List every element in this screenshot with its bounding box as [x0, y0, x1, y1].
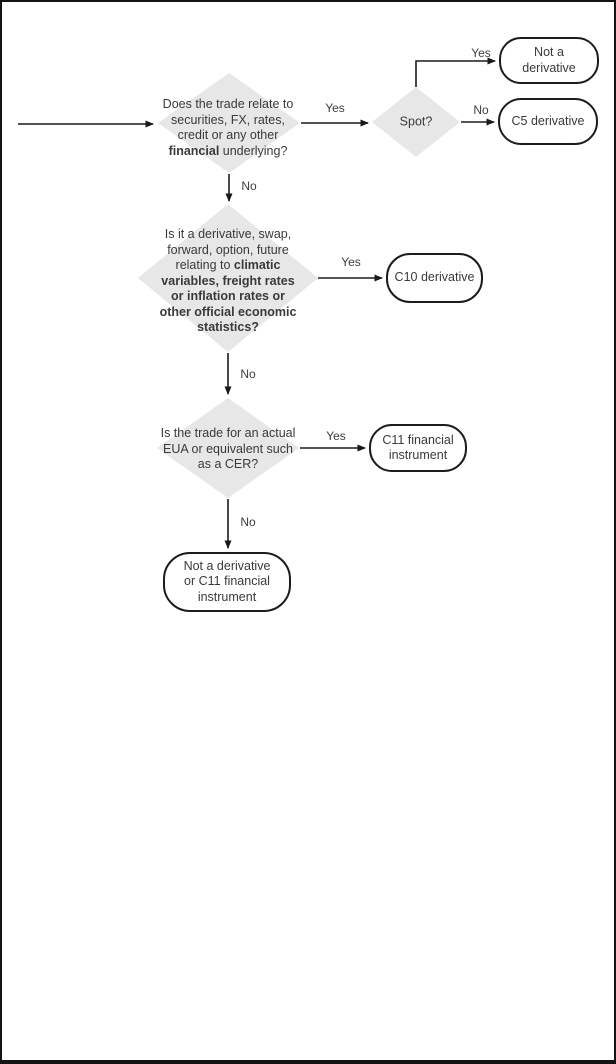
decision-text-spot — [400, 114, 433, 130]
node-text-line — [138, 144, 318, 160]
terminal-box-not-derivative-or-c11 — [163, 552, 291, 612]
edge-label-no-financial-to-climatic: No — [241, 179, 257, 193]
node-text-line: Not a — [534, 45, 564, 59]
node-text-line: derivative — [522, 60, 576, 75]
node-text-line: or inflation rates or — [171, 288, 285, 303]
node-text-line: other official economic — [159, 304, 297, 319]
decision-text-climatic-variables — [128, 227, 328, 336]
terminal-box-c10-derivative — [386, 253, 483, 303]
node-text-line: as a CER? — [197, 456, 259, 471]
terminal-box-c11-financial-instrument — [369, 424, 467, 472]
node-text-line: C11 financial — [382, 432, 454, 447]
regular-text: underlying? — [219, 143, 288, 158]
decision-text-eua-cer — [133, 426, 323, 473]
node-text-line: statistics? — [197, 319, 259, 334]
edge-label-yes-climatic-to-c10: Yes — [341, 255, 361, 269]
edge-label-yes-spot-to-not-derivative: Yes — [471, 46, 491, 60]
edge-label-yes-eua-to-c11: Yes — [326, 429, 346, 443]
regular-text: relating to — [175, 257, 234, 272]
edge-spot-yes-to-not-derivative — [416, 61, 495, 87]
node-text-line: C10 derivative — [394, 270, 475, 285]
node-text-line: forward, option, future — [167, 242, 289, 257]
node-text-line: EUA or equivalent such — [163, 441, 293, 456]
edge-label-no-eua-to-not-derivative-c11: No — [240, 515, 256, 529]
node-text-line: instrument — [197, 589, 257, 604]
node-text-line: credit or any other — [177, 128, 279, 142]
edge-label-no-spot-to-c5: No — [473, 103, 489, 117]
node-text-line: Spot? — [399, 114, 433, 129]
terminal-box-c5-derivative — [498, 98, 598, 145]
node-text-line — [128, 258, 328, 274]
decision-text-financial-underlying — [138, 97, 318, 159]
node-text-line: securities, FX, rates, — [171, 112, 285, 127]
terminal-box-not-a-derivative — [499, 37, 599, 84]
node-text-line: instrument — [388, 448, 448, 462]
node-text-line: or C11 financial — [184, 574, 270, 589]
node-text-line: C5 derivative — [511, 113, 585, 128]
bold-text: financial — [168, 143, 220, 158]
node-text-line: Not a derivative — [183, 558, 271, 573]
node-text-line: Is the trade for an actual — [160, 425, 296, 440]
node-text-line: variables, freight rates — [161, 273, 295, 288]
edge-label-no-climatic-to-eua: No — [240, 367, 256, 381]
node-text-line: Is it a derivative, swap, — [164, 226, 292, 241]
node-text-line: Does the trade relate to — [162, 97, 294, 111]
edge-label-yes-financial-to-spot: Yes — [325, 101, 345, 115]
bold-text: climatic — [233, 257, 281, 272]
